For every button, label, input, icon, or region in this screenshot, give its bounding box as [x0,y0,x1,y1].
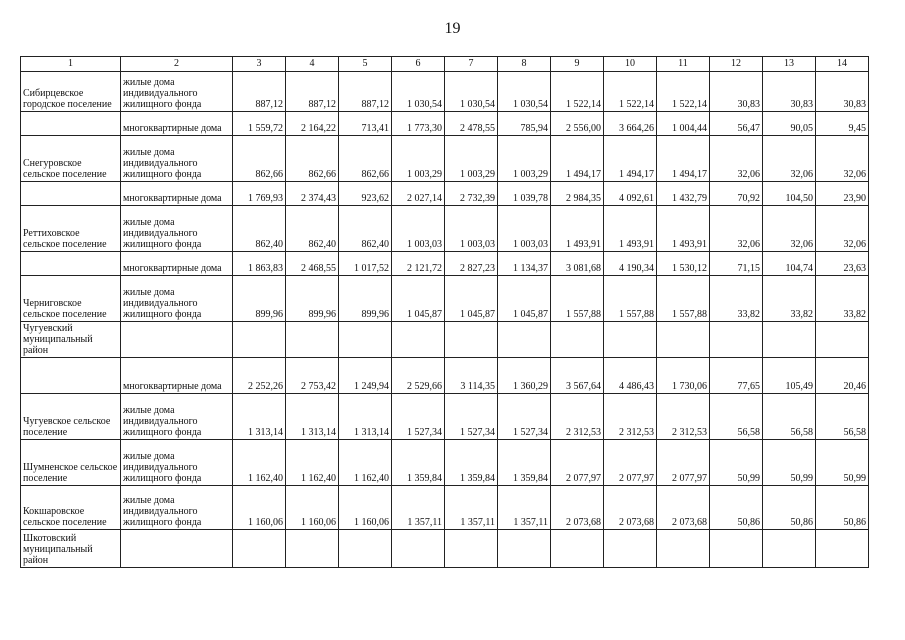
value-cell: 1 493,91 [551,206,604,252]
value-cell: 104,50 [763,182,816,206]
value-cell: 56,58 [763,394,816,440]
value-cell: 2 732,39 [445,182,498,206]
header-row [21,57,869,72]
column-header: 2 [121,57,233,72]
value-cell: 56,58 [816,394,869,440]
value-cell: 90,05 [763,112,816,136]
table-body [21,72,869,568]
value-cell: 1 522,14 [657,72,710,112]
value-cell: 1 357,11 [445,486,498,530]
value-cell [339,322,392,358]
value-cell [604,322,657,358]
value-cell: 887,12 [339,72,392,112]
value-cell: 1 357,11 [392,486,445,530]
value-cell [816,322,869,358]
value-cell: 862,66 [286,136,339,182]
value-cell [233,530,286,568]
value-cell: 887,12 [286,72,339,112]
value-cell: 2 312,53 [657,394,710,440]
municipality-cell: Чугуевское сельское поселение [21,394,121,440]
value-cell: 9,45 [816,112,869,136]
value-cell: 32,06 [816,206,869,252]
table-row [21,486,869,530]
municipality-cell [21,112,121,136]
value-cell: 32,06 [816,136,869,182]
column-header: 13 [763,57,816,72]
value-cell [816,530,869,568]
value-cell: 2 252,26 [233,358,286,394]
value-cell: 1 160,06 [286,486,339,530]
value-cell: 30,83 [763,72,816,112]
value-cell: 1 045,87 [445,276,498,322]
value-cell: 50,99 [710,440,763,486]
value-cell: 20,46 [816,358,869,394]
value-cell: 4 190,34 [604,252,657,276]
municipality-cell: Черниговское сельское поселение [21,276,121,322]
value-cell: 1 003,29 [498,136,551,182]
value-cell: 33,82 [763,276,816,322]
value-cell: 1 557,88 [604,276,657,322]
value-cell [392,322,445,358]
table-row [21,206,869,252]
value-cell: 1 359,84 [392,440,445,486]
value-cell: 2 374,43 [286,182,339,206]
value-cell: 1 863,83 [233,252,286,276]
value-cell: 2 312,53 [551,394,604,440]
value-cell: 1 017,52 [339,252,392,276]
column-header: 6 [392,57,445,72]
value-cell [710,322,763,358]
value-cell: 2 312,53 [604,394,657,440]
value-cell: 3 081,68 [551,252,604,276]
value-cell [498,322,551,358]
column-header: 14 [816,57,869,72]
housing-type-cell: жилые дома индивидуального жилищного фонда [121,394,233,440]
value-cell: 1 162,40 [233,440,286,486]
value-cell: 23,90 [816,182,869,206]
value-cell: 1 160,06 [339,486,392,530]
value-cell: 105,49 [763,358,816,394]
table-row [21,276,869,322]
value-cell: 33,82 [816,276,869,322]
value-cell [392,530,445,568]
value-cell: 33,82 [710,276,763,322]
value-cell: 32,06 [763,206,816,252]
housing-type-cell: многоквартирные дома [121,252,233,276]
value-cell: 923,62 [339,182,392,206]
value-cell: 3 114,35 [445,358,498,394]
value-cell: 1 559,72 [233,112,286,136]
value-cell: 713,41 [339,112,392,136]
value-cell: 1 030,54 [498,72,551,112]
column-header: 11 [657,57,710,72]
value-cell: 1 773,30 [392,112,445,136]
value-cell: 4 486,43 [604,358,657,394]
column-header: 8 [498,57,551,72]
housing-type-cell: жилые дома индивидуального жилищного фонда [121,136,233,182]
value-cell: 1 530,12 [657,252,710,276]
value-cell: 862,40 [286,206,339,252]
table-row [21,394,869,440]
value-cell: 862,40 [233,206,286,252]
value-cell [498,530,551,568]
value-cell: 862,66 [233,136,286,182]
municipality-cell: Шумненское сельское поселение [21,440,121,486]
table-row [21,112,869,136]
municipality-cell: Сибирцевское городское поселение [21,72,121,112]
value-cell: 1 527,34 [445,394,498,440]
value-cell: 71,15 [710,252,763,276]
column-header: 12 [710,57,763,72]
value-cell [233,322,286,358]
table-row [21,136,869,182]
value-cell: 30,83 [710,72,763,112]
value-cell [710,530,763,568]
value-cell: 2 529,66 [392,358,445,394]
value-cell: 1 045,87 [392,276,445,322]
value-cell: 2 073,68 [657,486,710,530]
value-cell [339,530,392,568]
value-cell: 1 249,94 [339,358,392,394]
value-cell: 862,40 [339,206,392,252]
column-header: 7 [445,57,498,72]
value-cell: 1 557,88 [551,276,604,322]
table-row [21,440,869,486]
housing-type-cell: многоквартирные дома [121,182,233,206]
housing-type-cell [121,530,233,568]
value-cell [657,322,710,358]
value-cell: 2 984,35 [551,182,604,206]
municipality-cell: Снегуровское сельское поселение [21,136,121,182]
housing-type-cell: жилые дома индивидуального жилищного фонда [121,486,233,530]
value-cell: 1 494,17 [604,136,657,182]
municipality-cell [21,182,121,206]
value-cell: 1 003,29 [445,136,498,182]
value-cell: 2 073,68 [551,486,604,530]
value-cell: 1 493,91 [657,206,710,252]
value-cell: 77,65 [710,358,763,394]
table-row [21,322,869,358]
value-cell: 785,94 [498,112,551,136]
value-cell: 32,06 [710,136,763,182]
value-cell: 1 527,34 [392,394,445,440]
value-cell: 1 003,03 [498,206,551,252]
value-cell: 1 162,40 [286,440,339,486]
housing-type-cell [121,322,233,358]
value-cell: 1 359,84 [498,440,551,486]
value-cell [445,322,498,358]
value-cell: 2 164,22 [286,112,339,136]
value-cell: 1 522,14 [604,72,657,112]
value-cell: 1 134,37 [498,252,551,276]
column-header: 1 [21,57,121,72]
value-cell: 3 567,64 [551,358,604,394]
column-header: 5 [339,57,392,72]
value-cell: 2 753,42 [286,358,339,394]
value-cell: 862,66 [339,136,392,182]
value-cell: 1 003,29 [392,136,445,182]
housing-type-cell: жилые дома индивидуального жилищного фонда [121,206,233,252]
housing-type-cell: жилые дома индивидуального жилищного фонда [121,276,233,322]
value-cell: 1 162,40 [339,440,392,486]
value-cell: 1 039,78 [498,182,551,206]
value-cell: 899,96 [286,276,339,322]
value-cell: 2 121,72 [392,252,445,276]
value-cell: 2 077,97 [657,440,710,486]
municipality-cell: Кокшаровское сельское поселение [21,486,121,530]
value-cell: 104,74 [763,252,816,276]
value-cell: 1 730,06 [657,358,710,394]
value-cell: 1 432,79 [657,182,710,206]
page-number: 19 [444,20,461,37]
table-row [21,72,869,112]
value-cell: 899,96 [233,276,286,322]
value-cell: 1 030,54 [392,72,445,112]
housing-type-cell: многоквартирные дома [121,112,233,136]
table-row [21,358,869,394]
value-cell [551,322,604,358]
value-cell: 2 468,55 [286,252,339,276]
municipality-cell [21,252,121,276]
municipality-cell: Чугуевский муниципальный район [21,322,121,358]
value-cell: 1 769,93 [233,182,286,206]
value-cell: 1 004,44 [657,112,710,136]
table-row [21,530,869,568]
value-cell: 2 827,23 [445,252,498,276]
value-cell: 50,99 [763,440,816,486]
value-cell: 1 313,14 [286,394,339,440]
column-header: 9 [551,57,604,72]
value-cell: 2 027,14 [392,182,445,206]
value-cell [763,530,816,568]
column-header: 4 [286,57,339,72]
value-cell [763,322,816,358]
housing-type-cell: жилые дома индивидуального жилищного фонда [121,72,233,112]
value-cell: 2 073,68 [604,486,657,530]
value-cell: 1 003,03 [445,206,498,252]
value-cell: 56,58 [710,394,763,440]
municipality-cell: Реттиховское сельское поселение [21,206,121,252]
municipality-cell: Шкотовский муниципальный район [21,530,121,568]
value-cell [604,530,657,568]
value-cell: 1 357,11 [498,486,551,530]
value-cell: 50,86 [816,486,869,530]
municipality-cell [21,358,121,394]
table-row [21,252,869,276]
column-header: 10 [604,57,657,72]
value-cell: 1 003,03 [392,206,445,252]
housing-type-cell: многоквартирные дома [121,358,233,394]
value-cell: 1 359,84 [445,440,498,486]
value-cell: 1 527,34 [498,394,551,440]
value-cell: 1 493,91 [604,206,657,252]
value-cell [286,322,339,358]
value-cell: 1 360,29 [498,358,551,394]
value-cell: 50,86 [763,486,816,530]
value-cell: 32,06 [710,206,763,252]
value-cell: 1 045,87 [498,276,551,322]
column-header: 3 [233,57,286,72]
value-cell: 1 522,14 [551,72,604,112]
value-cell: 32,06 [763,136,816,182]
value-cell: 23,63 [816,252,869,276]
value-cell: 899,96 [339,276,392,322]
value-cell: 2 077,97 [551,440,604,486]
value-cell [286,530,339,568]
housing-type-cell: жилые дома индивидуального жилищного фонда [121,440,233,486]
value-cell: 50,99 [816,440,869,486]
tariff-table [20,56,869,568]
value-cell [657,530,710,568]
table-row [21,182,869,206]
value-cell [445,530,498,568]
value-cell: 1 494,17 [657,136,710,182]
value-cell: 50,86 [710,486,763,530]
value-cell: 1 030,54 [445,72,498,112]
value-cell: 2 556,00 [551,112,604,136]
value-cell: 2 478,55 [445,112,498,136]
value-cell: 30,83 [816,72,869,112]
value-cell: 887,12 [233,72,286,112]
value-cell: 2 077,97 [604,440,657,486]
value-cell [551,530,604,568]
value-cell: 1 313,14 [339,394,392,440]
value-cell: 4 092,61 [604,182,657,206]
value-cell: 3 664,26 [604,112,657,136]
value-cell: 1 494,17 [551,136,604,182]
value-cell: 56,47 [710,112,763,136]
value-cell: 1 557,88 [657,276,710,322]
value-cell: 70,92 [710,182,763,206]
value-cell: 1 313,14 [233,394,286,440]
value-cell: 1 160,06 [233,486,286,530]
